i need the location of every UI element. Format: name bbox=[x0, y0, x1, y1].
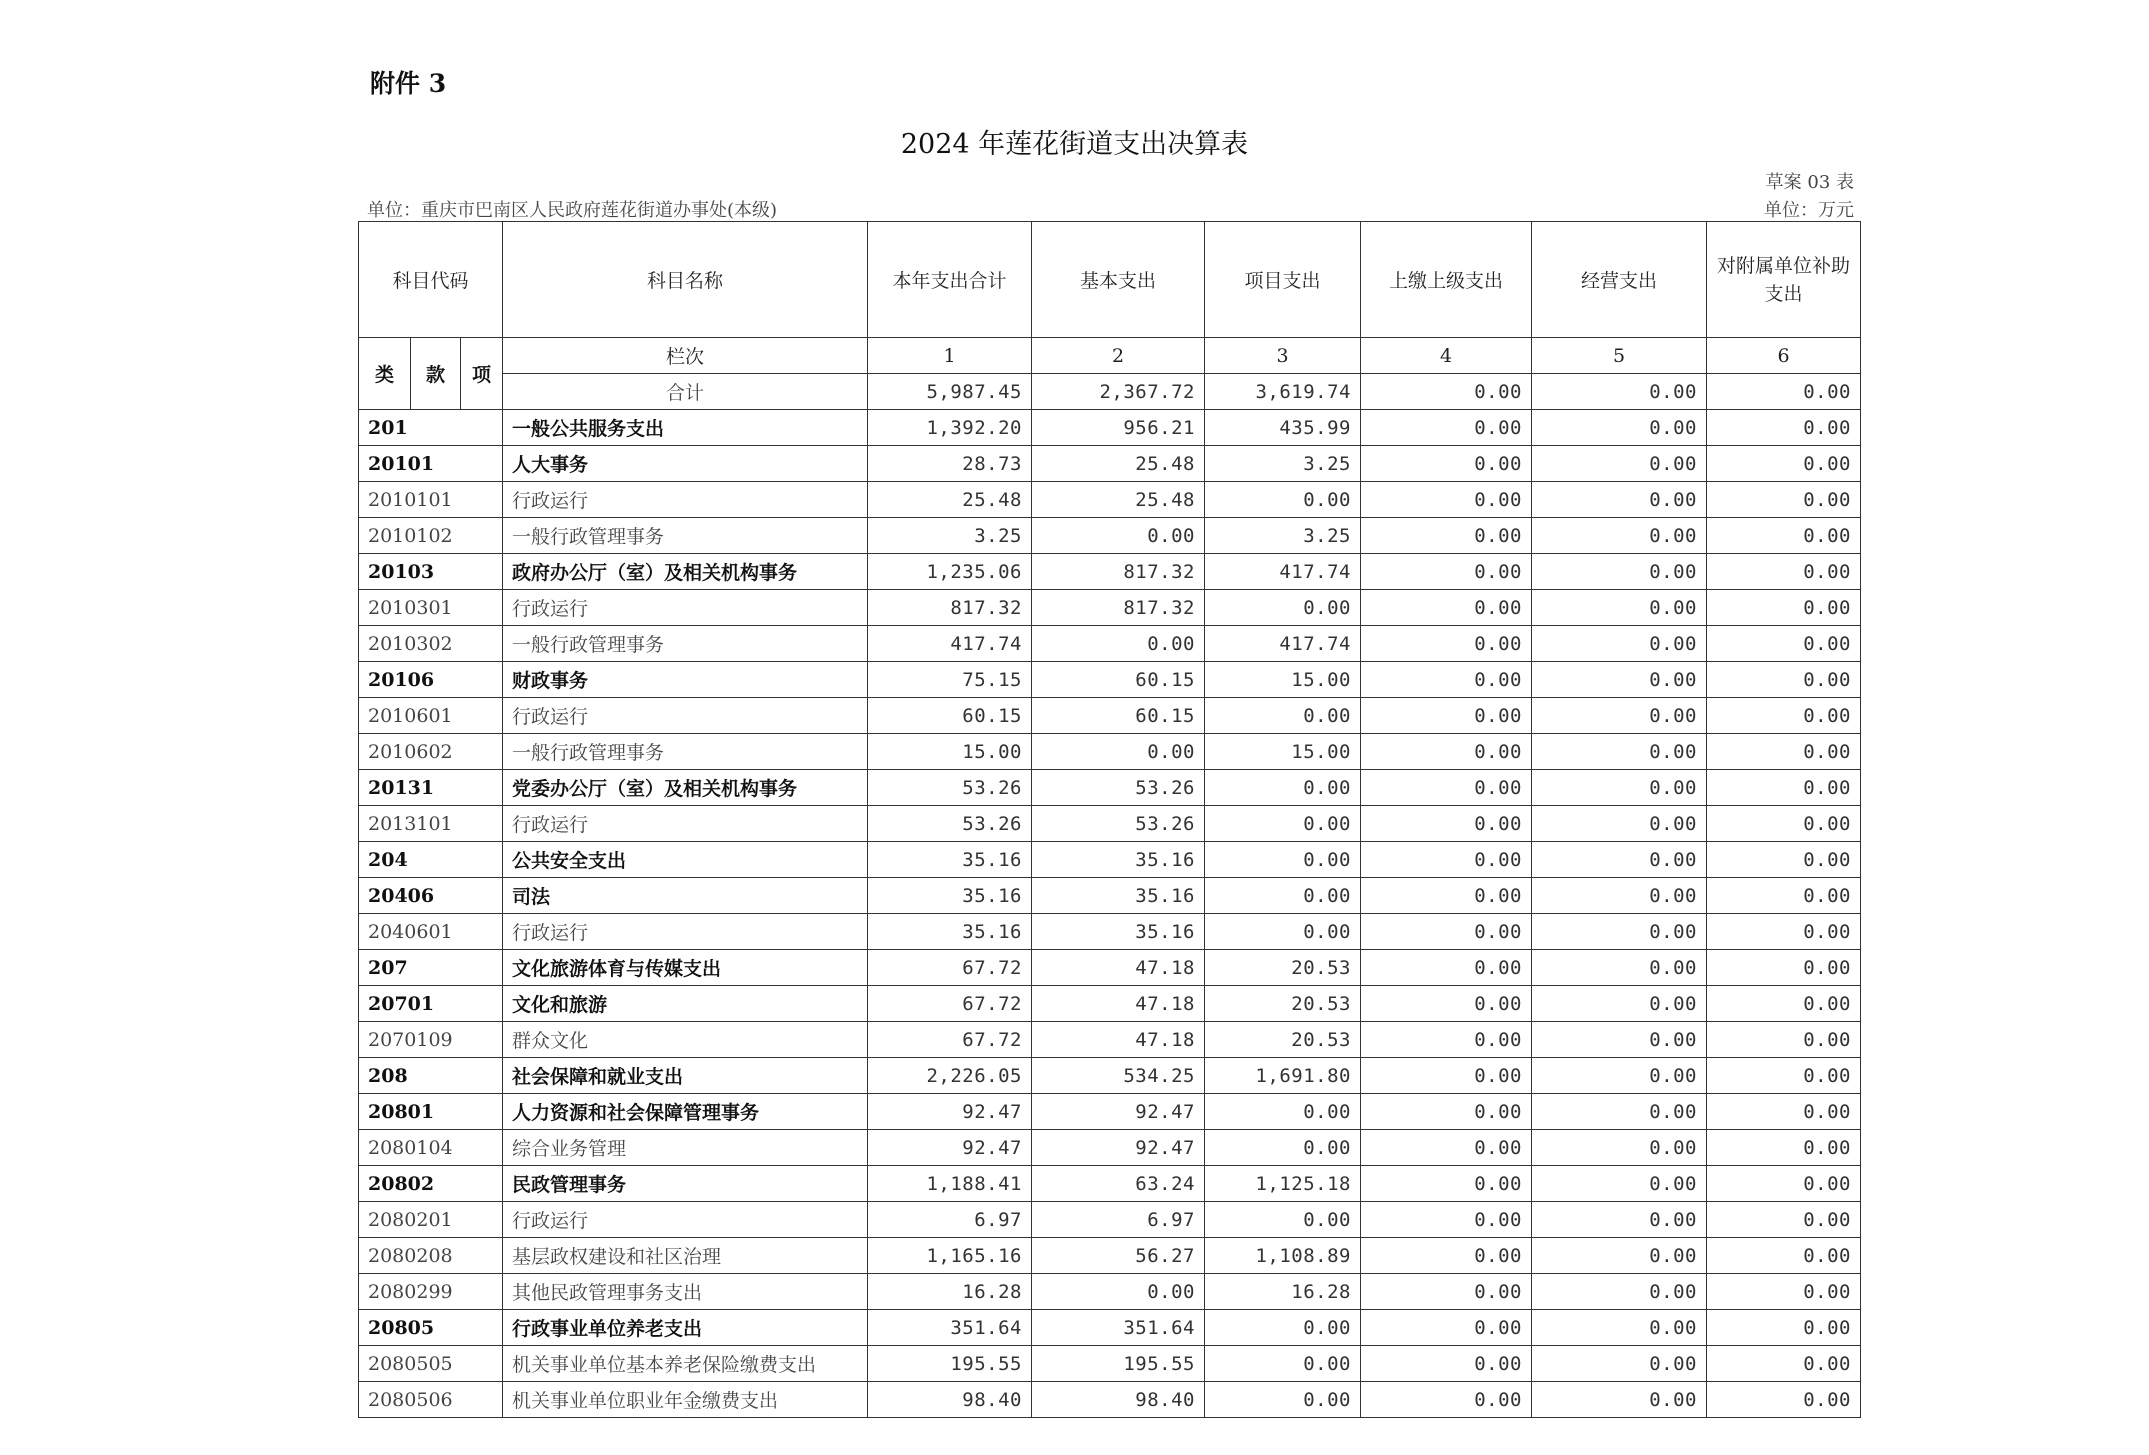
amount-cell: 0.00 bbox=[1532, 1202, 1707, 1238]
amount-cell: 15.00 bbox=[1205, 662, 1361, 698]
subject-code: 20701 bbox=[359, 986, 503, 1022]
amount-cell: 0.00 bbox=[1361, 914, 1532, 950]
subject-code: 2010102 bbox=[359, 518, 503, 554]
subject-code: 2080208 bbox=[359, 1238, 503, 1274]
amount-cell: 92.47 bbox=[868, 1094, 1032, 1130]
amount-cell: 0.00 bbox=[1361, 1130, 1532, 1166]
amount-cell: 0.00 bbox=[1361, 590, 1532, 626]
amount-cell: 0.00 bbox=[1361, 698, 1532, 734]
subject-name: 一般公共服务支出 bbox=[503, 410, 868, 446]
header-subsidy: 对附属单位补助支出 bbox=[1707, 222, 1861, 338]
header-upper-remit: 上缴上级支出 bbox=[1361, 222, 1532, 338]
amount-cell: 0.00 bbox=[1707, 662, 1861, 698]
table-row bbox=[359, 1382, 1861, 1418]
amount-cell: 98.40 bbox=[1032, 1382, 1205, 1418]
amount-cell: 0.00 bbox=[1361, 878, 1532, 914]
amount-cell: 0.00 bbox=[1361, 1238, 1532, 1274]
subject-name: 其他民政管理事务支出 bbox=[503, 1274, 868, 1310]
subject-name: 人大事务 bbox=[503, 446, 868, 482]
amount-cell: 1,125.18 bbox=[1205, 1166, 1361, 1202]
subject-code: 20101 bbox=[359, 446, 503, 482]
total-label: 合计 bbox=[503, 374, 868, 410]
amount-cell: 417.74 bbox=[1205, 626, 1361, 662]
amount-cell: 195.55 bbox=[868, 1346, 1032, 1382]
amount-cell: 25.48 bbox=[1032, 446, 1205, 482]
amount-cell: 28.73 bbox=[868, 446, 1032, 482]
column-index: 3 bbox=[1205, 338, 1361, 374]
subject-name: 群众文化 bbox=[503, 1022, 868, 1058]
amount-cell: 0.00 bbox=[1032, 626, 1205, 662]
subject-name: 社会保障和就业支出 bbox=[503, 1058, 868, 1094]
header-total: 本年支出合计 bbox=[868, 222, 1032, 338]
amount-cell: 0.00 bbox=[1205, 482, 1361, 518]
column-index: 1 bbox=[868, 338, 1032, 374]
amount-cell: 0.00 bbox=[1532, 914, 1707, 950]
amount-cell: 0.00 bbox=[1532, 446, 1707, 482]
amount-cell: 0.00 bbox=[1532, 482, 1707, 518]
amount-cell: 75.15 bbox=[868, 662, 1032, 698]
kind-item: 项 bbox=[461, 338, 503, 410]
amount-cell: 20.53 bbox=[1205, 950, 1361, 986]
amount-cell: 67.72 bbox=[868, 1022, 1032, 1058]
table-row bbox=[359, 914, 1861, 950]
table-row bbox=[359, 518, 1861, 554]
table-row bbox=[359, 1094, 1861, 1130]
subject-name: 行政运行 bbox=[503, 914, 868, 950]
page-title: 2024 年莲花街道支出决算表 bbox=[900, 129, 1249, 160]
amount-cell: 0.00 bbox=[1532, 878, 1707, 914]
amount-cell: 53.26 bbox=[1032, 806, 1205, 842]
amount-cell: 0.00 bbox=[1707, 518, 1861, 554]
amount-cell: 0.00 bbox=[1361, 1346, 1532, 1382]
table-row bbox=[359, 590, 1861, 626]
subject-code: 20802 bbox=[359, 1166, 503, 1202]
amount-cell: 0.00 bbox=[1361, 734, 1532, 770]
subject-name: 行政运行 bbox=[503, 482, 868, 518]
amount-cell: 0.00 bbox=[1707, 950, 1861, 986]
table-row bbox=[359, 698, 1861, 734]
amount-cell: 1,108.89 bbox=[1205, 1238, 1361, 1274]
amount-cell: 0.00 bbox=[1205, 842, 1361, 878]
amount-cell: 63.24 bbox=[1032, 1166, 1205, 1202]
column-index: 5 bbox=[1532, 338, 1707, 374]
amount-cell: 0.00 bbox=[1361, 446, 1532, 482]
amount-cell: 1,188.41 bbox=[868, 1166, 1032, 1202]
table-row bbox=[359, 482, 1861, 518]
amount-cell: 0.00 bbox=[1361, 806, 1532, 842]
total-cell: 0.00 bbox=[1361, 374, 1532, 410]
amount-cell: 60.15 bbox=[1032, 662, 1205, 698]
subject-code: 20106 bbox=[359, 662, 503, 698]
amount-cell: 0.00 bbox=[1707, 482, 1861, 518]
subject-name: 公共安全支出 bbox=[503, 842, 868, 878]
amount-cell: 0.00 bbox=[1532, 1130, 1707, 1166]
amount-cell: 53.26 bbox=[868, 770, 1032, 806]
amount-cell: 0.00 bbox=[1707, 590, 1861, 626]
table-row bbox=[359, 1058, 1861, 1094]
amount-cell: 0.00 bbox=[1032, 518, 1205, 554]
amount-cell: 0.00 bbox=[1707, 1058, 1861, 1094]
amount-cell: 0.00 bbox=[1532, 734, 1707, 770]
amount-cell: 47.18 bbox=[1032, 1022, 1205, 1058]
subject-code: 2010601 bbox=[359, 698, 503, 734]
expenditure-table bbox=[358, 221, 1861, 1418]
amount-cell: 0.00 bbox=[1707, 1274, 1861, 1310]
reporting-unit: 单位：重庆市巴南区人民政府莲花街道办事处(本级) bbox=[367, 200, 778, 221]
amount-cell: 0.00 bbox=[1707, 878, 1861, 914]
amount-cell: 0.00 bbox=[1707, 1238, 1861, 1274]
amount-cell: 0.00 bbox=[1205, 914, 1361, 950]
table-row bbox=[359, 1202, 1861, 1238]
subject-code: 2010301 bbox=[359, 590, 503, 626]
amount-cell: 53.26 bbox=[868, 806, 1032, 842]
total-cell: 2,367.72 bbox=[1032, 374, 1205, 410]
subject-name: 财政事务 bbox=[503, 662, 868, 698]
amount-cell: 0.00 bbox=[1361, 1382, 1532, 1418]
amount-cell: 53.26 bbox=[1032, 770, 1205, 806]
amount-cell: 0.00 bbox=[1707, 986, 1861, 1022]
amount-cell: 0.00 bbox=[1361, 554, 1532, 590]
amount-cell: 16.28 bbox=[868, 1274, 1032, 1310]
total-cell: 3,619.74 bbox=[1205, 374, 1361, 410]
amount-cell: 0.00 bbox=[1707, 1382, 1861, 1418]
amount-cell: 1,392.20 bbox=[868, 410, 1032, 446]
amount-cell: 0.00 bbox=[1707, 554, 1861, 590]
subject-name: 人力资源和社会保障管理事务 bbox=[503, 1094, 868, 1130]
subject-name: 司法 bbox=[503, 878, 868, 914]
amount-cell: 0.00 bbox=[1205, 770, 1361, 806]
table-row bbox=[359, 1310, 1861, 1346]
currency-unit: 单位：万元 bbox=[1764, 200, 1854, 221]
amount-cell: 0.00 bbox=[1707, 1166, 1861, 1202]
subject-code: 2010602 bbox=[359, 734, 503, 770]
amount-cell: 56.27 bbox=[1032, 1238, 1205, 1274]
amount-cell: 0.00 bbox=[1532, 1274, 1707, 1310]
amount-cell: 35.16 bbox=[1032, 878, 1205, 914]
kind-category: 类 bbox=[359, 338, 411, 410]
amount-cell: 0.00 bbox=[1532, 698, 1707, 734]
total-cell: 5,987.45 bbox=[868, 374, 1032, 410]
amount-cell: 0.00 bbox=[1532, 1238, 1707, 1274]
amount-cell: 0.00 bbox=[1361, 1022, 1532, 1058]
amount-cell: 0.00 bbox=[1532, 1382, 1707, 1418]
amount-cell: 35.16 bbox=[1032, 842, 1205, 878]
amount-cell: 47.18 bbox=[1032, 950, 1205, 986]
amount-cell: 0.00 bbox=[1532, 770, 1707, 806]
subject-code: 204 bbox=[359, 842, 503, 878]
table-row bbox=[359, 950, 1861, 986]
subject-name: 民政管理事务 bbox=[503, 1166, 868, 1202]
table-row bbox=[359, 806, 1861, 842]
amount-cell: 435.99 bbox=[1205, 410, 1361, 446]
subject-code: 2070109 bbox=[359, 1022, 503, 1058]
amount-cell: 0.00 bbox=[1205, 1346, 1361, 1382]
amount-cell: 35.16 bbox=[1032, 914, 1205, 950]
total-cell: 0.00 bbox=[1532, 374, 1707, 410]
amount-cell: 92.47 bbox=[1032, 1094, 1205, 1130]
subject-name: 机关事业单位职业年金缴费支出 bbox=[503, 1382, 868, 1418]
amount-cell: 0.00 bbox=[1707, 1130, 1861, 1166]
subject-code: 20801 bbox=[359, 1094, 503, 1130]
amount-cell: 817.32 bbox=[1032, 554, 1205, 590]
amount-cell: 417.74 bbox=[868, 626, 1032, 662]
amount-cell: 1,165.16 bbox=[868, 1238, 1032, 1274]
table-row bbox=[359, 662, 1861, 698]
subject-name: 党委办公厅（室）及相关机构事务 bbox=[503, 770, 868, 806]
amount-cell: 0.00 bbox=[1707, 806, 1861, 842]
subject-code: 2080201 bbox=[359, 1202, 503, 1238]
amount-cell: 0.00 bbox=[1532, 806, 1707, 842]
amount-cell: 0.00 bbox=[1361, 482, 1532, 518]
amount-cell: 67.72 bbox=[868, 986, 1032, 1022]
amount-cell: 60.15 bbox=[1032, 698, 1205, 734]
amount-cell: 534.25 bbox=[1032, 1058, 1205, 1094]
table-row bbox=[359, 1022, 1861, 1058]
subject-name: 综合业务管理 bbox=[503, 1130, 868, 1166]
column-index-row bbox=[359, 338, 1861, 374]
amount-cell: 0.00 bbox=[1532, 554, 1707, 590]
amount-cell: 16.28 bbox=[1205, 1274, 1361, 1310]
kind-section: 款 bbox=[411, 338, 461, 410]
subject-name: 文化和旅游 bbox=[503, 986, 868, 1022]
amount-cell: 0.00 bbox=[1205, 1130, 1361, 1166]
subject-code: 2080299 bbox=[359, 1274, 503, 1310]
table-row bbox=[359, 878, 1861, 914]
amount-cell: 35.16 bbox=[868, 878, 1032, 914]
table-row bbox=[359, 842, 1861, 878]
amount-cell: 92.47 bbox=[868, 1130, 1032, 1166]
amount-cell: 0.00 bbox=[1205, 878, 1361, 914]
table-row bbox=[359, 1274, 1861, 1310]
amount-cell: 25.48 bbox=[868, 482, 1032, 518]
amount-cell: 0.00 bbox=[1532, 410, 1707, 446]
subject-code: 20103 bbox=[359, 554, 503, 590]
table-row bbox=[359, 986, 1861, 1022]
amount-cell: 0.00 bbox=[1532, 842, 1707, 878]
amount-cell: 0.00 bbox=[1205, 1382, 1361, 1418]
amount-cell: 0.00 bbox=[1361, 1058, 1532, 1094]
amount-cell: 0.00 bbox=[1532, 1346, 1707, 1382]
amount-cell: 20.53 bbox=[1205, 1022, 1361, 1058]
amount-cell: 0.00 bbox=[1532, 590, 1707, 626]
amount-cell: 2,226.05 bbox=[868, 1058, 1032, 1094]
amount-cell: 6.97 bbox=[1032, 1202, 1205, 1238]
subject-name: 文化旅游体育与传媒支出 bbox=[503, 950, 868, 986]
attachment-label: 附件 3 bbox=[370, 69, 447, 98]
amount-cell: 0.00 bbox=[1532, 1058, 1707, 1094]
subject-code: 2080506 bbox=[359, 1382, 503, 1418]
header-name: 科目名称 bbox=[503, 222, 868, 338]
amount-cell: 0.00 bbox=[1707, 914, 1861, 950]
subject-code: 20131 bbox=[359, 770, 503, 806]
amount-cell: 15.00 bbox=[1205, 734, 1361, 770]
subject-code: 20406 bbox=[359, 878, 503, 914]
amount-cell: 956.21 bbox=[1032, 410, 1205, 446]
amount-cell: 3.25 bbox=[868, 518, 1032, 554]
amount-cell: 3.25 bbox=[1205, 518, 1361, 554]
amount-cell: 0.00 bbox=[1707, 626, 1861, 662]
subject-code: 2080104 bbox=[359, 1130, 503, 1166]
table-row bbox=[359, 734, 1861, 770]
amount-cell: 0.00 bbox=[1532, 1310, 1707, 1346]
table-row bbox=[359, 410, 1861, 446]
header-row bbox=[359, 222, 1861, 338]
amount-cell: 0.00 bbox=[1532, 626, 1707, 662]
amount-cell: 0.00 bbox=[1361, 518, 1532, 554]
subject-code: 2080505 bbox=[359, 1346, 503, 1382]
amount-cell: 35.16 bbox=[868, 842, 1032, 878]
amount-cell: 0.00 bbox=[1707, 698, 1861, 734]
amount-cell: 0.00 bbox=[1707, 1310, 1861, 1346]
subject-name: 机关事业单位基本养老保险缴费支出 bbox=[503, 1346, 868, 1382]
table-row bbox=[359, 1166, 1861, 1202]
subject-name: 行政运行 bbox=[503, 1202, 868, 1238]
total-cell: 0.00 bbox=[1707, 374, 1861, 410]
amount-cell: 6.97 bbox=[868, 1202, 1032, 1238]
amount-cell: 1,235.06 bbox=[868, 554, 1032, 590]
subject-name: 一般行政管理事务 bbox=[503, 518, 868, 554]
amount-cell: 60.15 bbox=[868, 698, 1032, 734]
subject-name: 行政运行 bbox=[503, 806, 868, 842]
amount-cell: 0.00 bbox=[1707, 410, 1861, 446]
amount-cell: 92.47 bbox=[1032, 1130, 1205, 1166]
amount-cell: 0.00 bbox=[1361, 410, 1532, 446]
subject-name: 行政运行 bbox=[503, 590, 868, 626]
header-operating: 经营支出 bbox=[1532, 222, 1707, 338]
table-row bbox=[359, 1346, 1861, 1382]
amount-cell: 67.72 bbox=[868, 950, 1032, 986]
amount-cell: 0.00 bbox=[1205, 698, 1361, 734]
subject-code: 201 bbox=[359, 410, 503, 446]
header-code: 科目代码 bbox=[359, 222, 503, 338]
amount-cell: 20.53 bbox=[1205, 986, 1361, 1022]
amount-cell: 0.00 bbox=[1707, 734, 1861, 770]
amount-cell: 0.00 bbox=[1361, 662, 1532, 698]
total-row bbox=[359, 374, 1861, 410]
amount-cell: 817.32 bbox=[1032, 590, 1205, 626]
amount-cell: 0.00 bbox=[1361, 1166, 1532, 1202]
amount-cell: 0.00 bbox=[1032, 1274, 1205, 1310]
table-row bbox=[359, 446, 1861, 482]
subject-code: 2013101 bbox=[359, 806, 503, 842]
table-row bbox=[359, 626, 1861, 662]
subject-code: 2010302 bbox=[359, 626, 503, 662]
amount-cell: 0.00 bbox=[1532, 662, 1707, 698]
amount-cell: 98.40 bbox=[868, 1382, 1032, 1418]
amount-cell: 15.00 bbox=[868, 734, 1032, 770]
subject-name: 行政运行 bbox=[503, 698, 868, 734]
amount-cell: 0.00 bbox=[1707, 1022, 1861, 1058]
amount-cell: 0.00 bbox=[1532, 1022, 1707, 1058]
amount-cell: 351.64 bbox=[1032, 1310, 1205, 1346]
amount-cell: 47.18 bbox=[1032, 986, 1205, 1022]
header-project: 项目支出 bbox=[1205, 222, 1361, 338]
amount-cell: 0.00 bbox=[1707, 1202, 1861, 1238]
amount-cell: 0.00 bbox=[1707, 1094, 1861, 1130]
amount-cell: 3.25 bbox=[1205, 446, 1361, 482]
table-row bbox=[359, 1130, 1861, 1166]
table-row bbox=[359, 554, 1861, 590]
amount-cell: 0.00 bbox=[1205, 1310, 1361, 1346]
table-row bbox=[359, 770, 1861, 806]
subject-code: 208 bbox=[359, 1058, 503, 1094]
amount-cell: 0.00 bbox=[1707, 1346, 1861, 1382]
subject-code: 207 bbox=[359, 950, 503, 986]
amount-cell: 35.16 bbox=[868, 914, 1032, 950]
amount-cell: 0.00 bbox=[1205, 1202, 1361, 1238]
column-index: 4 bbox=[1361, 338, 1532, 374]
column-index: 6 bbox=[1707, 338, 1861, 374]
amount-cell: 0.00 bbox=[1532, 1166, 1707, 1202]
amount-cell: 351.64 bbox=[868, 1310, 1032, 1346]
amount-cell: 0.00 bbox=[1707, 842, 1861, 878]
amount-cell: 0.00 bbox=[1361, 842, 1532, 878]
amount-cell: 0.00 bbox=[1361, 1310, 1532, 1346]
amount-cell: 0.00 bbox=[1205, 1094, 1361, 1130]
subject-code: 2010101 bbox=[359, 482, 503, 518]
amount-cell: 0.00 bbox=[1532, 1094, 1707, 1130]
amount-cell: 0.00 bbox=[1361, 626, 1532, 662]
subject-code: 20805 bbox=[359, 1310, 503, 1346]
amount-cell: 0.00 bbox=[1361, 950, 1532, 986]
amount-cell: 1,691.80 bbox=[1205, 1058, 1361, 1094]
amount-cell: 0.00 bbox=[1205, 590, 1361, 626]
amount-cell: 0.00 bbox=[1707, 446, 1861, 482]
amount-cell: 0.00 bbox=[1205, 806, 1361, 842]
subject-code: 2040601 bbox=[359, 914, 503, 950]
amount-cell: 195.55 bbox=[1032, 1346, 1205, 1382]
amount-cell: 25.48 bbox=[1032, 482, 1205, 518]
amount-cell: 0.00 bbox=[1361, 1202, 1532, 1238]
subject-name: 基层政权建设和社区治理 bbox=[503, 1238, 868, 1274]
subject-name: 一般行政管理事务 bbox=[503, 626, 868, 662]
amount-cell: 0.00 bbox=[1532, 986, 1707, 1022]
amount-cell: 417.74 bbox=[1205, 554, 1361, 590]
amount-cell: 0.00 bbox=[1532, 950, 1707, 986]
form-number: 草案 03 表 bbox=[1765, 172, 1854, 193]
amount-cell: 0.00 bbox=[1032, 734, 1205, 770]
amount-cell: 817.32 bbox=[868, 590, 1032, 626]
amount-cell: 0.00 bbox=[1707, 770, 1861, 806]
amount-cell: 0.00 bbox=[1361, 1274, 1532, 1310]
amount-cell: 0.00 bbox=[1532, 518, 1707, 554]
amount-cell: 0.00 bbox=[1361, 770, 1532, 806]
header-basic: 基本支出 bbox=[1032, 222, 1205, 338]
amount-cell: 0.00 bbox=[1361, 1094, 1532, 1130]
column-index-label: 栏次 bbox=[503, 338, 868, 374]
subject-name: 一般行政管理事务 bbox=[503, 734, 868, 770]
subject-name: 政府办公厅（室）及相关机构事务 bbox=[503, 554, 868, 590]
subject-name: 行政事业单位养老支出 bbox=[503, 1310, 868, 1346]
amount-cell: 0.00 bbox=[1361, 986, 1532, 1022]
column-index: 2 bbox=[1032, 338, 1205, 374]
table-row bbox=[359, 1238, 1861, 1274]
